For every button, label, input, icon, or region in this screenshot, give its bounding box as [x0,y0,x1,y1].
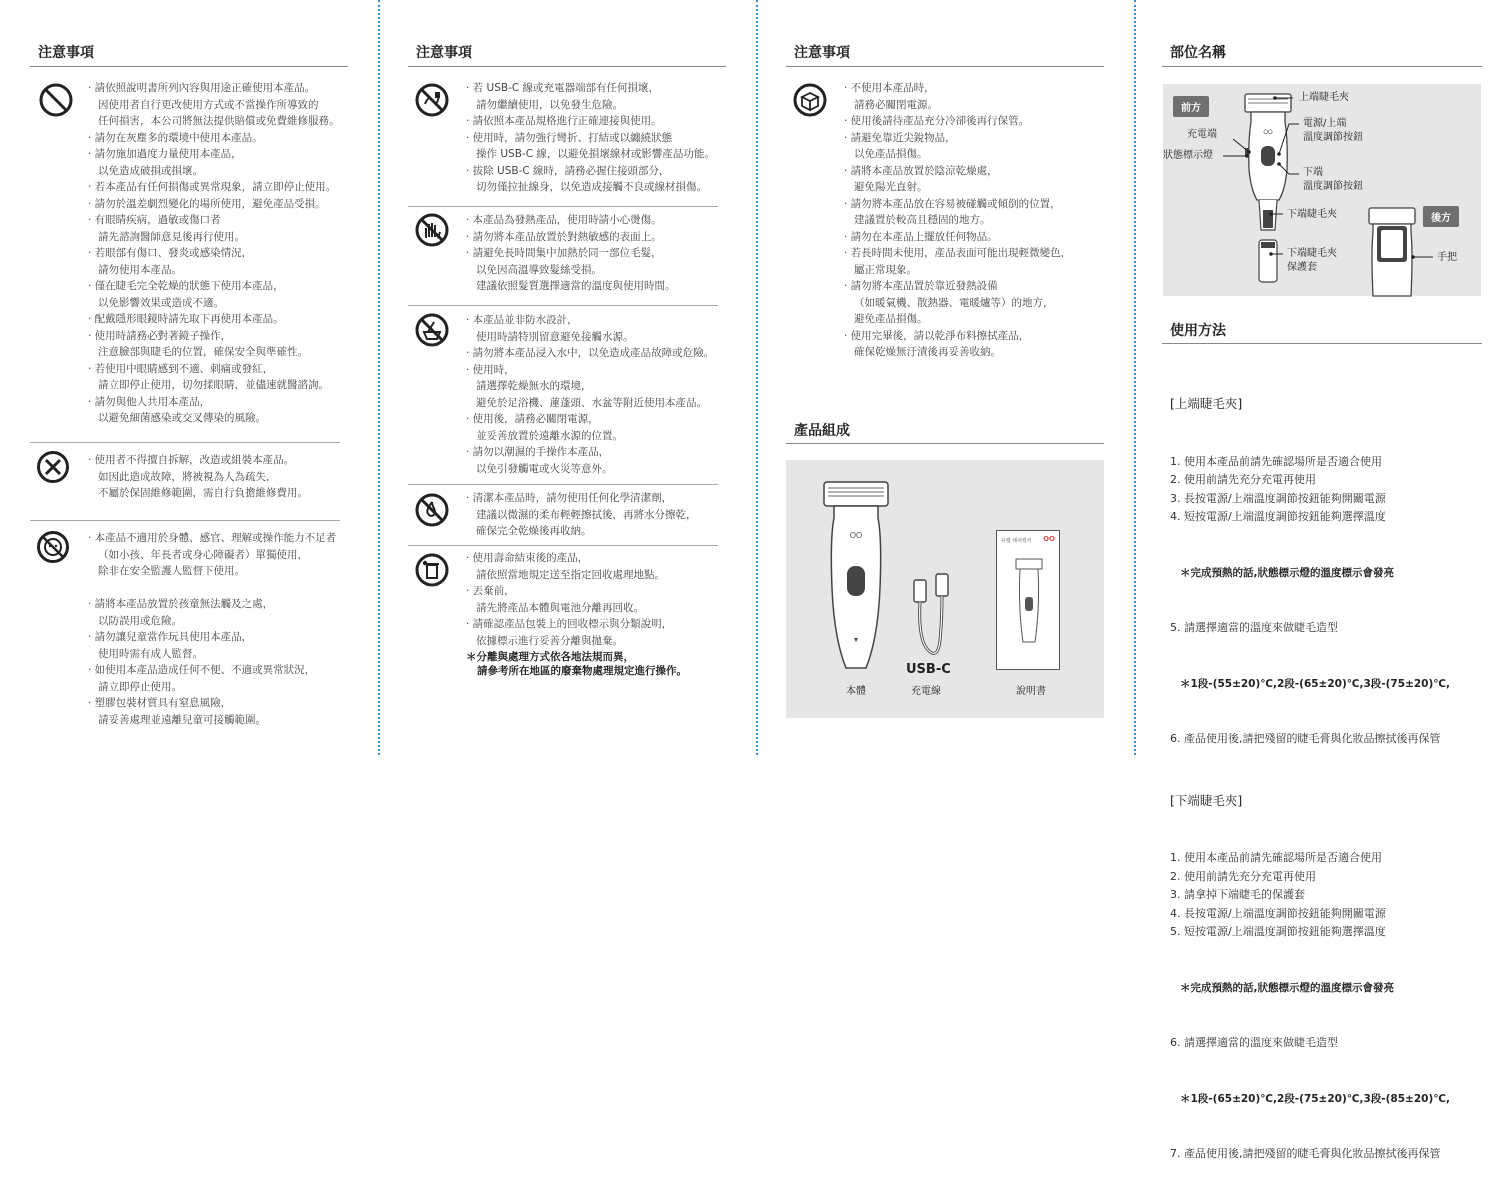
svg-text:OO: OO [1263,130,1273,136]
manual-brand: OO [1043,535,1055,543]
parts-title: 部位名稱 [1170,45,1226,61]
col2-rule-4 [408,545,718,546]
text-line: 操作 USB-C 線，以避免損壞線材或影響產品功能。 [466,148,715,160]
manual-illustration [996,530,1060,670]
text-line: 除非在安全監護人監督下使用。 [88,565,246,577]
text-line: 以免造成破損或損壞。 [88,164,204,177]
text-line: 避免於足浴機、蓮蓬頭、水盆等附近使用本產品。 [466,396,708,409]
text-line: （如暖氣機、散熱器、電暖爐等）的地方， [844,296,1054,309]
text-line: 切勿僅拉扯線身，以免造成接觸不良或線材損傷。 [466,181,708,193]
storage-box-icon [792,82,828,122]
no-chemical-icon [414,492,450,532]
text-line: 避免陽光直射。 [844,181,928,193]
text-line: 請參考所在地區的廢棄物處理規定進行操作。 [466,665,687,677]
label-lower-cover: 下端睫毛夾 保護套 [1287,248,1337,273]
text-line: 使用時請特別留意避免接觸水源。 [466,330,634,343]
upper-heading: [上端睫毛夾] [1170,396,1243,411]
svg-text:OO: OO [849,531,863,540]
label-power-upper: 電源/上端 溫度調節按鈕 [1303,118,1363,143]
no-touch-hot-icon [414,212,450,252]
upper-step-5: 5. 請選擇適當的溫度來做睫毛造型 [1170,621,1338,634]
usage-section [1170,352,1450,1182]
text-line: · 不使用本產品時， [844,82,935,94]
prohibited-icon [38,82,74,122]
text-line: · 請勿在灰塵多的環境中使用本產品。 [88,131,263,144]
text-line: · 使用後，請務必關閉電源， [466,413,599,425]
text-line: 請妥善處理並遠離兒童可接觸範圍。 [88,713,267,726]
col3-title-rule [786,66,1104,67]
label-upper-clip: 上端睫毛夾 [1299,92,1349,103]
col2-block1 [466,80,715,196]
upper-steps [1170,453,1450,527]
components-panel [786,460,1104,718]
lower-heading: [下端睫毛夾] [1170,792,1243,808]
label-manual: 說明書 [1016,686,1046,697]
label-status-light: 狀態標示燈 [1163,150,1213,161]
text-line: 請先將產品本體與電池分離再回收。 [466,601,645,614]
text-line: · 使用後請待產品充分冷卻後再行保管。 [844,115,1030,127]
text-line: 建議以微濕的柔布輕輕擦拭後，再將水分擦乾， [466,508,697,521]
text-line: 請勿使用本產品。 [88,263,183,276]
label-handle: 手把 [1437,252,1457,263]
text-line: · 請勿將本產品放置於對熱敏感的表面上。 [466,230,662,243]
components-title-rule [786,443,1104,444]
text-line: 避免產品損傷。 [844,313,928,325]
text-line: 3. 長按電源/上端溫度調節按鈕能夠開關電源 [1170,491,1386,505]
col1-block1 [88,80,340,427]
text-line [88,580,336,597]
usb-c-cable-illustration [908,570,958,670]
label-body: 本體 [846,686,866,697]
col1-block2 [88,452,308,502]
lower-note-2: ＊1段-(65±20)℃,2段-(75±20)℃,3段-(85±20)℃, [1180,1092,1450,1105]
manual-header-text: 유랩 래쉬컬러 [1001,538,1032,544]
col1-title: 注意事項 [38,45,94,61]
usage-title: 使用方法 [1170,323,1226,339]
text-line: 3. 請拿掉下端睫毛的保護套 [1170,888,1305,901]
text-line: 4. 長按電源/上端溫度調節按鈕能夠開關電源 [1170,906,1386,920]
text-line: · 本產品並非防水設計， [466,314,578,326]
text-line: 請立即停止使用。 [88,680,183,693]
col2-block4 [466,490,697,540]
col2-block3 [466,312,714,477]
label-lower-temp: 下端 溫度調節按鈕 [1303,167,1363,192]
text-line: · 請勿將本產品置於靠近發熱設備 [844,280,998,292]
col2-rule-2 [408,305,718,306]
col3-title: 注意事項 [794,45,850,61]
text-line: 以免影響效果或造成不適。 [88,296,225,309]
text-line: 請立即停止使用，切勿揉眼睛，並儘速就醫諮詢。 [88,379,330,391]
text-line: 確保乾燥無汙漬後再妥善收納。 [844,346,1002,358]
page-divider-3 [1134,0,1136,755]
col3-block1 [844,80,1071,361]
col2-disposal-note [466,650,687,678]
text-line: · 如使用本產品造成任何不便、不適或異常狀況， [88,664,316,676]
col2-title: 注意事項 [416,45,472,61]
text-line: 請選擇乾燥無水的環境， [466,380,592,392]
parts-title-rule [1162,66,1482,67]
text-line: · 請依照說明書所列內容與用途正確使用本產品。 [88,82,316,94]
col1-rule-2 [30,520,340,521]
text-line: · 請避免長時間集中加熱於同一部位毛髮， [466,247,662,259]
text-line: · 配戴隱形眼鏡時請先取下再使用本產品。 [88,313,284,325]
text-line: · 本產品為發熱產品，使用時請小心燙傷。 [466,214,662,226]
text-line: 請先諮詢醫師意見後再行使用。 [88,230,246,243]
text-line: · 若 USB-C 線或充電器端部有任何損壞， [466,82,660,94]
text-line: 不屬於保固維修範圍，需自行負擔維修費用。 [88,487,309,499]
text-line: · 請將本產品放置於孩童無法觸及之處， [88,598,274,610]
text-line: 依據標示進行妥善分離與拋棄。 [466,634,624,647]
text-line: 請勿繼續使用，以免發生危險。 [466,98,624,111]
text-line: 請務必關閉電源。 [844,98,939,111]
text-line: 以免產品損傷。 [844,148,928,160]
text-line: · 使用時，請勿強行彎折、打結或以纏繞狀態 [466,131,673,144]
text-line: · 使用完畢後，請以乾淨布料擦拭產品， [844,329,1030,342]
text-line: · 丟棄前， [466,585,515,597]
text-line: 確保完全乾燥後再收納。 [466,525,592,537]
text-line: · 請避免靠近尖銳物品， [844,131,956,144]
device-body-illustration [816,478,896,678]
front-tag: 前方 [1173,96,1209,117]
text-line: 以避免細菌感染或交叉傳染的風險。 [88,412,267,424]
usage-title-rule [1162,343,1482,344]
no-bend-cable-icon [414,82,450,122]
text-line: 屬正常現象。 [844,263,918,276]
text-line: · 若眼部有傷口、發炎或感染情況， [88,247,253,259]
text-line: 建議依照髮質選擇適當的溫度與使用時間。 [466,280,676,292]
text-line: · 本產品不適用於身體、感官、理解或操作能力不足者 [88,532,337,544]
upper-note-1: ＊完成預熱的話,狀態標示燈的溫度標示會發亮 [1180,566,1394,579]
text-line: 注意臉部與睫毛的位置，確保安全與準確性。 [88,346,309,358]
text-line: · 請勿將本產品放在容易被碰觸或傾倒的位置， [844,197,1061,210]
text-line: 2. 使用前請先充分充電再使用 [1170,869,1316,883]
components-title: 產品組成 [794,423,850,439]
text-line: （如小孩、年長者或身心障礙者）單獨使用， [88,548,309,561]
col2-title-rule [408,66,726,67]
text-line: · 拔除 USB-C 線時，請務必握住接頭部分， [466,164,670,177]
text-line: 如因此造成故障，將被視為人為疏失， [88,470,277,483]
text-line: 1. 使用本產品前請先確認場所是否適合使用 [1170,851,1382,864]
lower-steps [1170,849,1450,942]
text-line: · 塑膠包裝材質具有窒息風險， [88,697,232,709]
text-line: · 使用者不得擅自拆解，改造或組裝本產品。 [88,454,295,466]
child-warning-icon [36,530,70,568]
col2-rule-3 [408,484,718,485]
parts-panel [1163,84,1481,296]
text-line: ＊分離與處理方式依各地法規而異， [466,651,634,663]
text-line: · 請勿將本產品浸入水中，以免造成產品故障或危險。 [466,347,715,359]
lower-step-7: 7. 產品使用後,請把殘留的睫毛膏與化妝品擦拭後再保管 [1170,1147,1441,1160]
col2-block5 [466,550,672,649]
text-line: · 請勿讓兒童當作玩具使用本產品， [88,631,253,643]
page-divider-2 [756,0,758,755]
page-divider-1 [378,0,380,755]
text-line: · 請勿於溫差劇烈變化的場所使用，避免產品受損。 [88,197,326,210]
text-line: 使用時需有成人監督。 [88,647,204,660]
text-line: 2. 使用前請先充分充電再使用 [1170,473,1316,486]
col2-block2 [466,212,676,295]
text-line: · 清潔本產品時，請勿使用任何化學清潔劑， [466,492,673,504]
cable-usb-c-text: USB-C [906,662,951,677]
text-line: 以免引發觸電或火災等意外。 [466,462,613,475]
upper-note-2: ＊1段-(55±20)℃,2段-(65±20)℃,3段-(75±20)℃, [1180,677,1450,690]
col1-title-rule [30,66,348,67]
disposal-icon [414,552,450,592]
text-line: 以防誤用或危險。 [88,614,183,627]
text-line: · 請將本產品放置於陰涼乾燥處， [844,164,998,177]
text-line: 4. 短按電源/上端溫度調節按鈕能夠選擇溫度 [1170,510,1386,523]
text-line: · 請勿與他人共用本產品， [88,395,211,408]
lower-step-6: 6. 請選擇適當的溫度來做睫毛造型 [1170,1036,1338,1049]
text-line: · 使用時請務必對著鏡子操作， [88,329,232,342]
text-line: 因使用者自行更改使用方式或不當操作所導致的 [88,98,319,111]
text-line: · 請勿在本產品上擺放任何物品。 [844,230,998,243]
upper-step-6: 6. 產品使用後,請把殘留的睫毛膏與化妝品擦拭後再保管 [1170,732,1441,745]
text-line: · 請依照本產品規格進行正確連接與使用。 [466,115,662,127]
text-line: 請依照當地規定送至指定回收處理地點。 [466,568,666,581]
no-disassemble-icon [36,450,70,488]
text-line: 建議置於較高且穩固的地方。 [844,214,991,226]
text-line: · 請勿以潮濕的手操作本產品， [466,446,610,458]
no-water-icon [414,312,450,352]
text-line: 以免因高溫導致髮絲受損。 [466,263,603,276]
text-line: · 請勿施加過度力量使用本產品， [88,148,242,160]
text-line: · 使用壽命結束後的產品， [466,552,589,564]
col1-rule-1 [30,442,340,443]
text-line: · 請確認產品包裝上的回收標示與分類說明， [466,618,673,630]
text-line: 任何損害，本公司將無法提供賠償或免費維修服務。 [88,115,340,127]
col2-rule-1 [408,206,718,207]
col1-block3 [88,530,336,728]
label-lower-clip: 下端睫毛夾 [1287,209,1337,220]
label-cable: 充電線 [911,686,941,697]
back-tag: 後方 [1423,206,1459,227]
text-line: 1. 使用本產品前請先確認場所是否適合使用 [1170,454,1382,468]
text-line: 5. 短按電源/上端溫度調節按鈕能夠選擇溫度 [1170,925,1386,938]
text-line: · 僅在睫毛完全乾燥的狀態下使用本產品， [88,280,284,292]
label-charge-port: 充電端 [1187,129,1217,140]
text-line: · 使用時， [466,363,515,376]
lower-note-1: ＊完成預熱的話,狀態標示燈的溫度標示會發亮 [1180,981,1394,994]
text-line: · 有眼睛疾病，過敏或傷口者 [88,214,221,226]
text-line: · 若長時間未使用，產品表面可能出現輕微變色， [844,247,1072,259]
text-line: 並妥善放置於遠離水源的位置。 [466,429,624,442]
text-line: · 若使用中眼睛感到不適、刺痛或發紅， [88,362,274,375]
text-line: · 若本產品有任何損傷或異常現象，請立即停止使用。 [88,181,337,193]
